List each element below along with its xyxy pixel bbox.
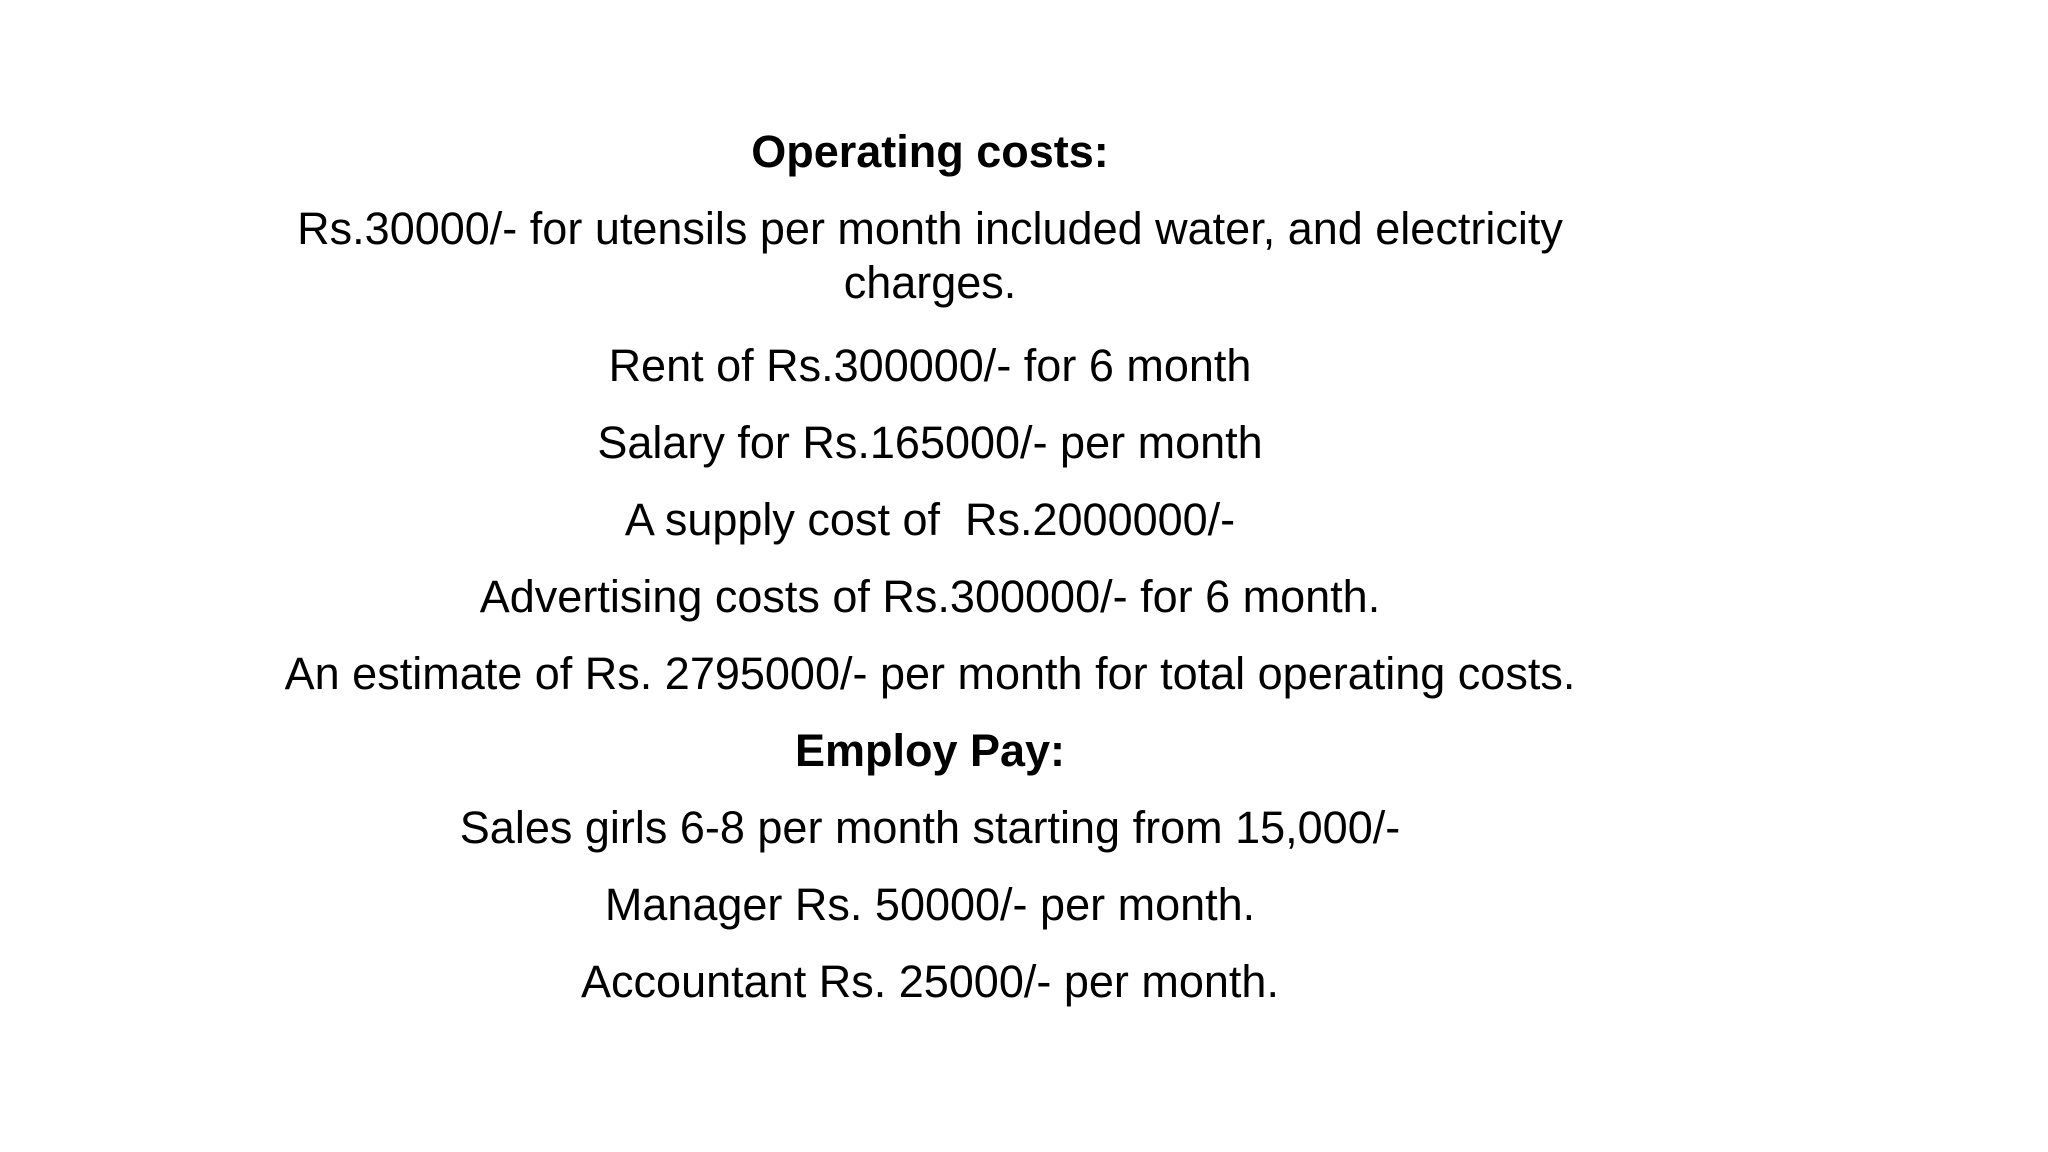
operating-cost-total-estimate: An estimate of Rs. 2795000/- per month for total operating costs. (284, 648, 1576, 699)
operating-costs-heading: Operating costs: (751, 126, 1109, 177)
employ-pay-sales-girls: Sales girls 6-8 per month starting from 15,000/- (459, 802, 1401, 853)
operating-cost-supply: A supply cost of Rs.2000000/- (624, 494, 1236, 545)
operating-cost-rent: Rent of Rs.300000/- for 6 month (608, 340, 1252, 391)
operating-cost-utensils-line1: Rs.30000/- for utensils per month included water, and electricity (297, 203, 1563, 254)
employ-pay-manager: Manager Rs. 50000/- per month. (604, 879, 1256, 930)
slide-content (240, 124, 1620, 1031)
operating-cost-utensils-line2: charges. (843, 257, 1017, 308)
operating-cost-advertising: Advertising costs of Rs.300000/- for 6 month. (479, 571, 1381, 622)
employ-pay-accountant: Accountant Rs. 25000/- per month. (581, 956, 1279, 1007)
employ-pay-heading: Employ Pay: (794, 725, 1066, 776)
operating-cost-salary: Salary for Rs.165000/- per month (597, 417, 1263, 468)
